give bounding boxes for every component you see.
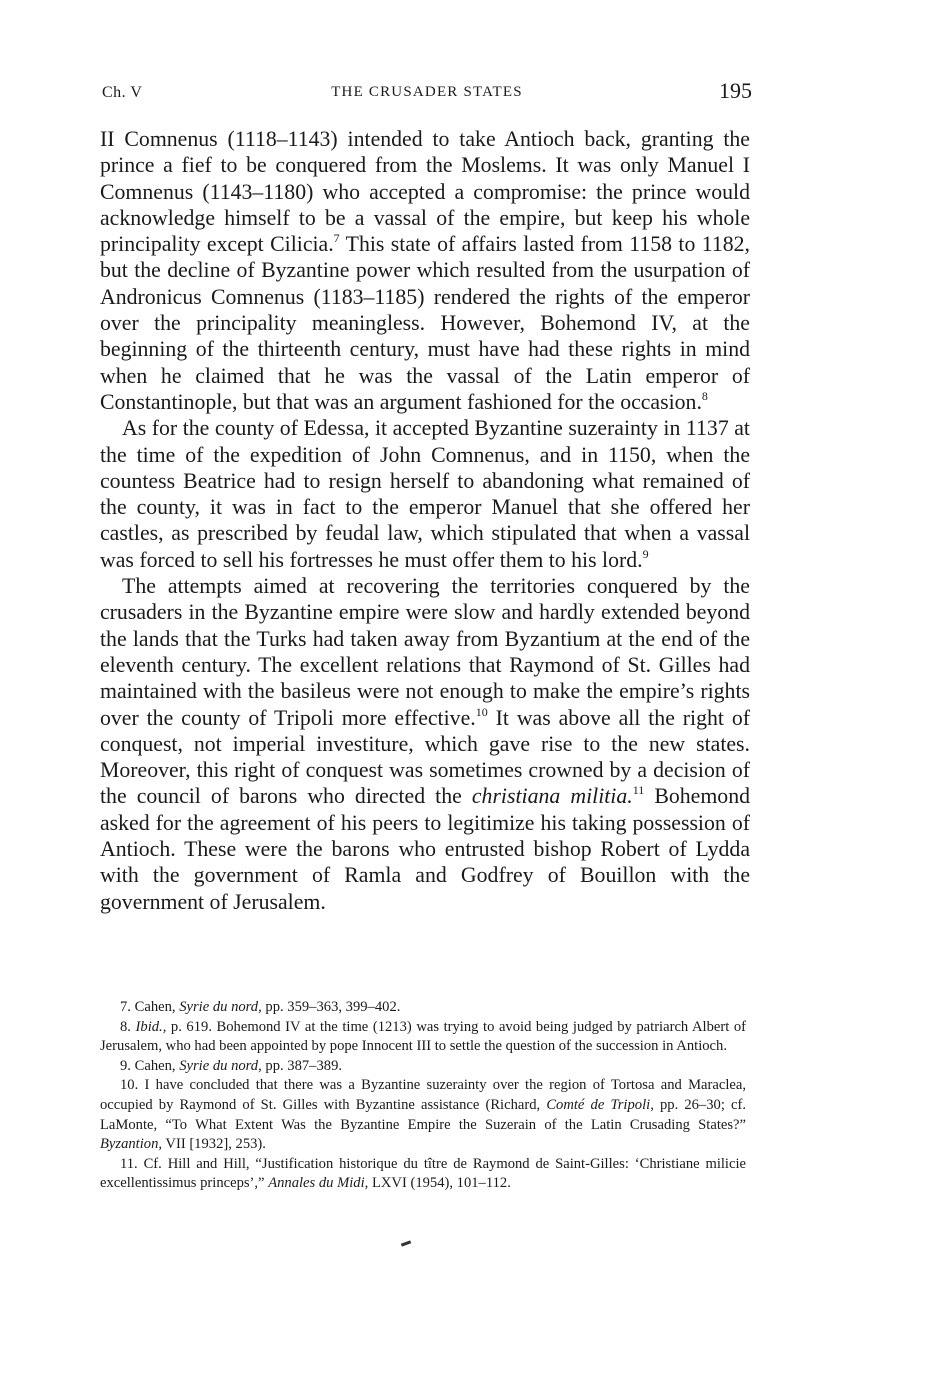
footnote-text: pp. 26–30; cf. LaMonte, “To What Extent Was the Byzantine Empire the Suzerain of the Latin Crusading States?”	[100, 1096, 746, 1133]
paragraph-2	[100, 415, 750, 573]
footnote-title: Syrie du nord,	[179, 999, 262, 1015]
footnote-ref: 8	[701, 388, 708, 403]
footnote-title: Annales du Midi,	[268, 1175, 369, 1192]
paragraph-3	[100, 573, 750, 915]
running-header	[102, 78, 752, 112]
chapter-label: Ch. V	[102, 84, 143, 101]
footnote-ref: 10	[475, 704, 488, 719]
page-number: 195	[719, 78, 752, 103]
footnote-text: Cf. Hill and Hill, “Justification historique du tître de Raymond de Saint-Gilles: ‘Christiane milicie excellentissimus princeps’,”	[100, 1155, 746, 1192]
footnote-7	[100, 998, 746, 1018]
footnote-ref: 7	[333, 231, 340, 246]
footnote-text: LXVI (1954), 101–112.	[368, 1175, 511, 1192]
paragraph-text: It was above all the right of conquest, not imperial investiture, which gave rise to the new states. Moreover, this right of conquest was sometimes crowned by a decision of the council of barons who directed the	[100, 705, 751, 809]
footnote-title: Ibid.,	[135, 1018, 167, 1035]
italic-term: christiana militia.	[471, 784, 633, 809]
footnote-text: p. 619. Bohemond IV at the time (1213) was trying to avoid being judged by patriarch Albert of Jerusalem, who had been appointed by pope Innocent III to settle the question of the succession in Antioch.	[100, 1018, 746, 1055]
footnote-number: 7.	[120, 999, 131, 1015]
footnote-title: Comté de Tripoli,	[546, 1096, 654, 1113]
footnote-8	[100, 1018, 746, 1057]
footnote-text: pp. 359–363, 399–402.	[261, 999, 401, 1015]
footnote-title: Syrie du nord,	[179, 1057, 262, 1074]
paragraph-text: As for the county of Edessa, it accepted Byzantine suzerainty in 1137 at the time of the expedition of John Comnenus, and in 1150, when the countess Beatrice had to resign herself to abandoning what remained of the county, it was in fact to the emperor Manuel that she offered her castles, as prescribed by feudal law, which stipulated that when a vassal was forced to sell his fortresses he must offer them to his lord.	[100, 416, 750, 572]
footnote-number: 9.	[120, 1057, 131, 1074]
ink-mark	[401, 1240, 411, 1246]
footnote-title: Byzantion,	[100, 1136, 163, 1153]
paragraph-text: Bohemond asked for the agreement of his peers to legitimize his taking possession of Antioch. These were the barons who entrusted bishop Robert of Lydda with the government of Ramla and Godfrey of Bouillon with the government of Jerusalem.	[100, 784, 751, 914]
paragraph-text: The attempts aimed at recovering the territories conquered by the crusaders in the Byzantine empire were slow and hardly extended beyond the lands that the Turks had taken away from Byzantium at the end of the eleventh century. The excellent relations that Raymond of St. Gilles had maintained with the basileus were not enough to make the empire’s rights over the county of Tripoli more effective.	[100, 574, 750, 730]
footnote-10	[100, 1076, 746, 1154]
footnote-9	[100, 1057, 746, 1077]
footnote-number: 8.	[120, 1018, 131, 1035]
footnote-text: VII [1932], 253).	[162, 1136, 266, 1153]
footnote-number: 11.	[120, 1155, 138, 1172]
footnotes	[100, 998, 746, 1194]
footnote-text: Cahen,	[130, 999, 180, 1015]
footnote-ref: 9	[642, 546, 649, 561]
footnote-text: Cahen,	[130, 1057, 180, 1074]
footnote-text: I have concluded that there was a Byzantine suzerainty over the region of Tortosa and Maraclea, occupied by Raymond of St. Gilles with Byzantine assistance (Richard,	[100, 1077, 746, 1113]
paragraph-text: This state of affairs lasted from 1158 to 1182, but the decline of Byzantine power which resulted from the usurpation of Andronicus Comnenus (1183–1185) rendered the rights of the emperor over the principality meaningless. However, Bohemond IV, at the beginning of the thirteenth century, must have had these rights in mind when he claimed that he was the vassal of the Latin emperor of Constantinople, but that was an argument fashioned for the occasion.	[100, 232, 750, 414]
running-title: THE CRUSADER STATES	[331, 84, 523, 100]
footnote-number: 10.	[120, 1077, 139, 1094]
paragraph-1	[100, 126, 750, 415]
footnote-ref: 11	[632, 783, 645, 798]
main-text	[100, 126, 750, 915]
footnote-text: pp. 387–389.	[261, 1057, 343, 1074]
footnote-11	[100, 1155, 746, 1194]
paragraph-text: II Comnenus (1118–1143) intended to take Antioch back, granting the prince a fief to be conquered from the Moslems. It was only Manuel I Comnenus (1143–1180) who accepted a compromise: the prince would acknowledge himself to be a vassal of the empire, but keep his whole principality except Cilicia.	[100, 127, 750, 257]
